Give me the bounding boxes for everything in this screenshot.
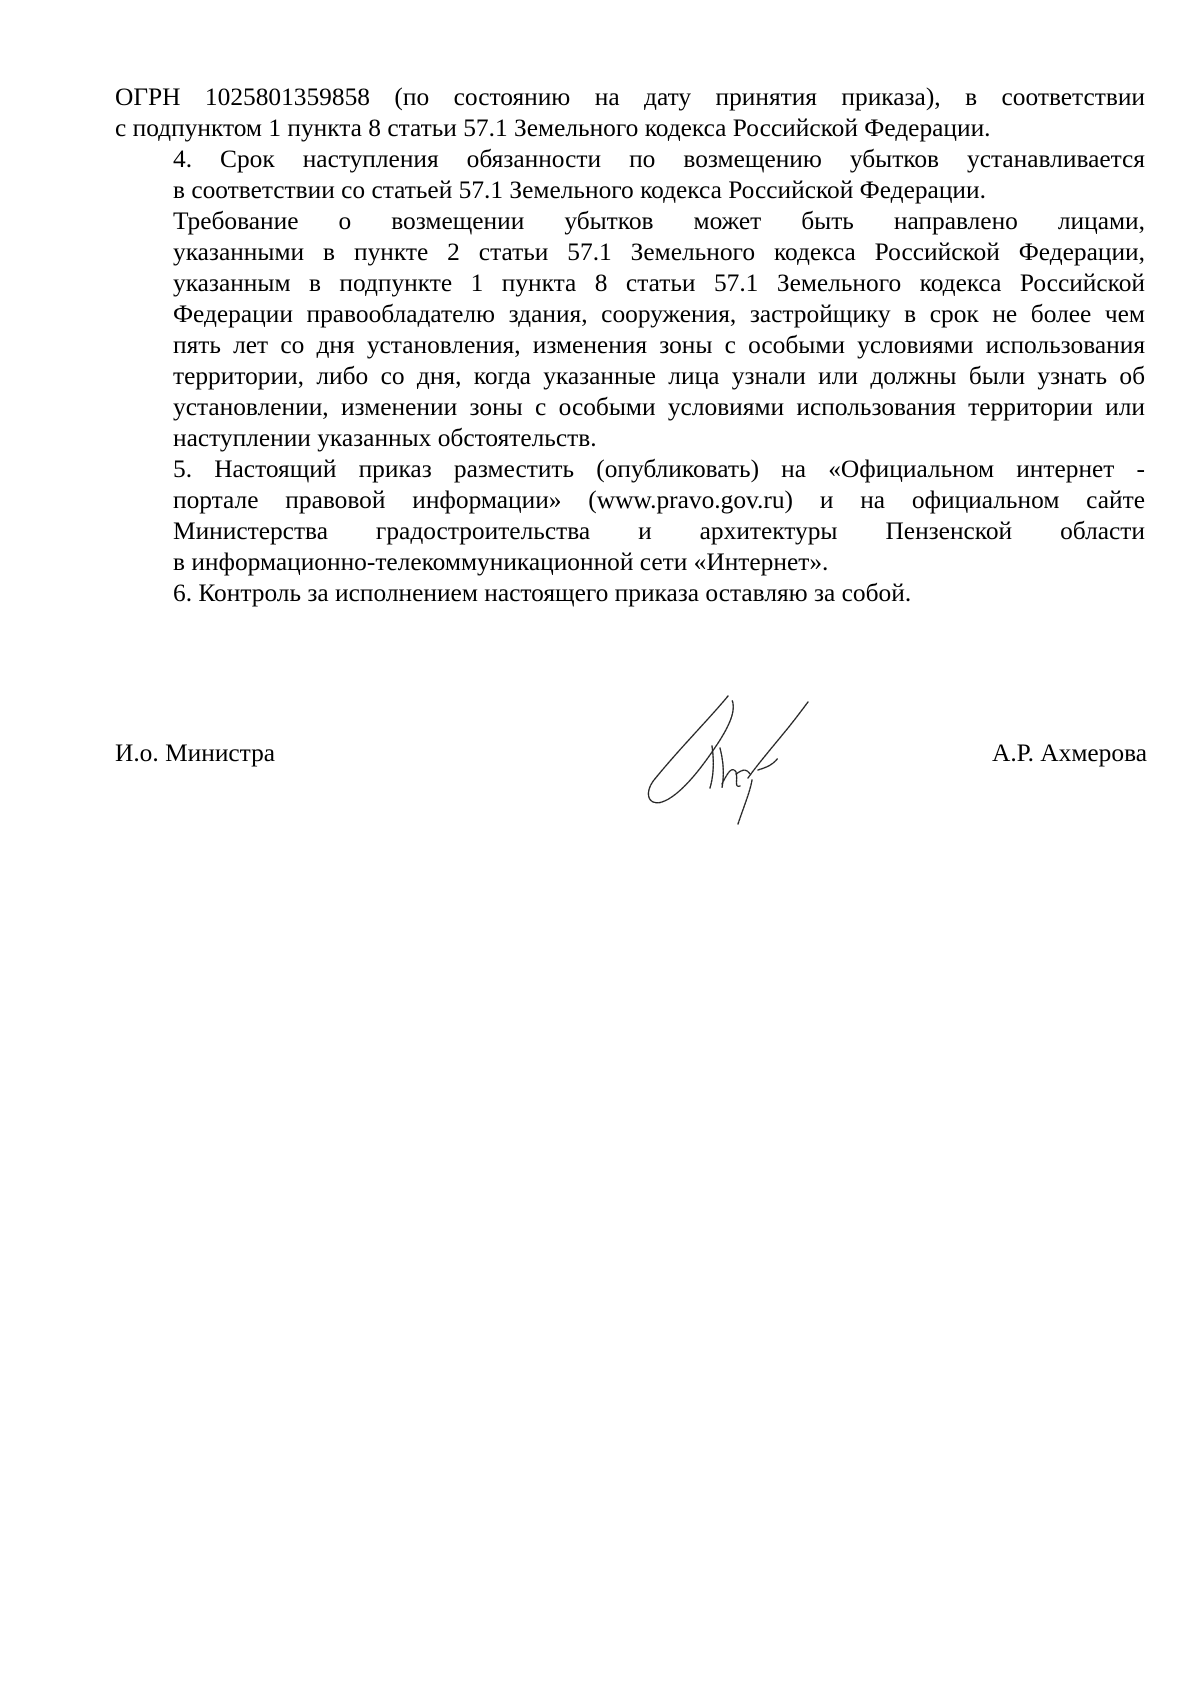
paragraph-item-4	[115, 144, 1145, 206]
text-line: 4. Срок наступления обязанности по возмещению убытков устанавливается	[173, 145, 1145, 173]
text-line: в информационно-телекоммуникационной сети «Интернет».	[173, 548, 829, 576]
paragraph-ogrn	[115, 82, 1145, 144]
text-line: с подпунктом 1 пункта 8 статьи 57.1 Земельного кодекса Российской Федерации.	[115, 114, 991, 142]
paragraph-claim-requirement	[115, 206, 1145, 454]
text-line: Требование о возмещении убытков может быть направлено лицами,	[173, 207, 1145, 235]
text-line: ОГРН 1025801359858 (по состоянию на дату принятия приказа), в соответствии	[115, 83, 1145, 111]
text-line: Федерации правообладателю здания, сооружения, застройщику в срок не более чем	[173, 300, 1145, 328]
paragraph-item-5	[115, 454, 1145, 578]
text-line: 6. Контроль за исполнением настоящего приказа оставляю за собой.	[173, 579, 912, 607]
paragraph-item-6	[115, 578, 1145, 609]
text-line: Министерства градостроительства и архитектуры Пензенской области	[173, 517, 1145, 545]
text-line: указанным в подпункте 1 пункта 8 статьи 57.1 Земельного кодекса Российской	[173, 269, 1145, 297]
signature-row	[115, 738, 1147, 778]
text-line: установлении, изменении зоны с особыми условиями использования территории или	[173, 393, 1145, 421]
text-line: наступлении указанных обстоятельств.	[173, 424, 597, 452]
text-line: портале правовой информации» (www.pravo.gov.ru) и на официальном сайте	[173, 486, 1145, 514]
text-line: указанными в пункте 2 статьи 57.1 Земельного кодекса Российской Федерации,	[173, 238, 1145, 266]
text-line: территории, либо со дня, когда указанные лица узнали или должны были узнать об	[173, 362, 1145, 390]
signer-name: А.Р. Ахмерова	[991, 739, 1147, 767]
text-line: пять лет со дня установления, изменения зоны с особыми условиями использования	[173, 331, 1145, 359]
document-body	[115, 82, 1145, 609]
handwritten-signature	[640, 688, 830, 838]
signer-position: И.о. Министра	[115, 739, 276, 767]
text-line: 5. Настоящий приказ разместить (опубликовать) на «Официальном интернет -	[173, 455, 1145, 483]
text-line: в соответствии со статьей 57.1 Земельного кодекса Российской Федерации.	[173, 176, 986, 204]
